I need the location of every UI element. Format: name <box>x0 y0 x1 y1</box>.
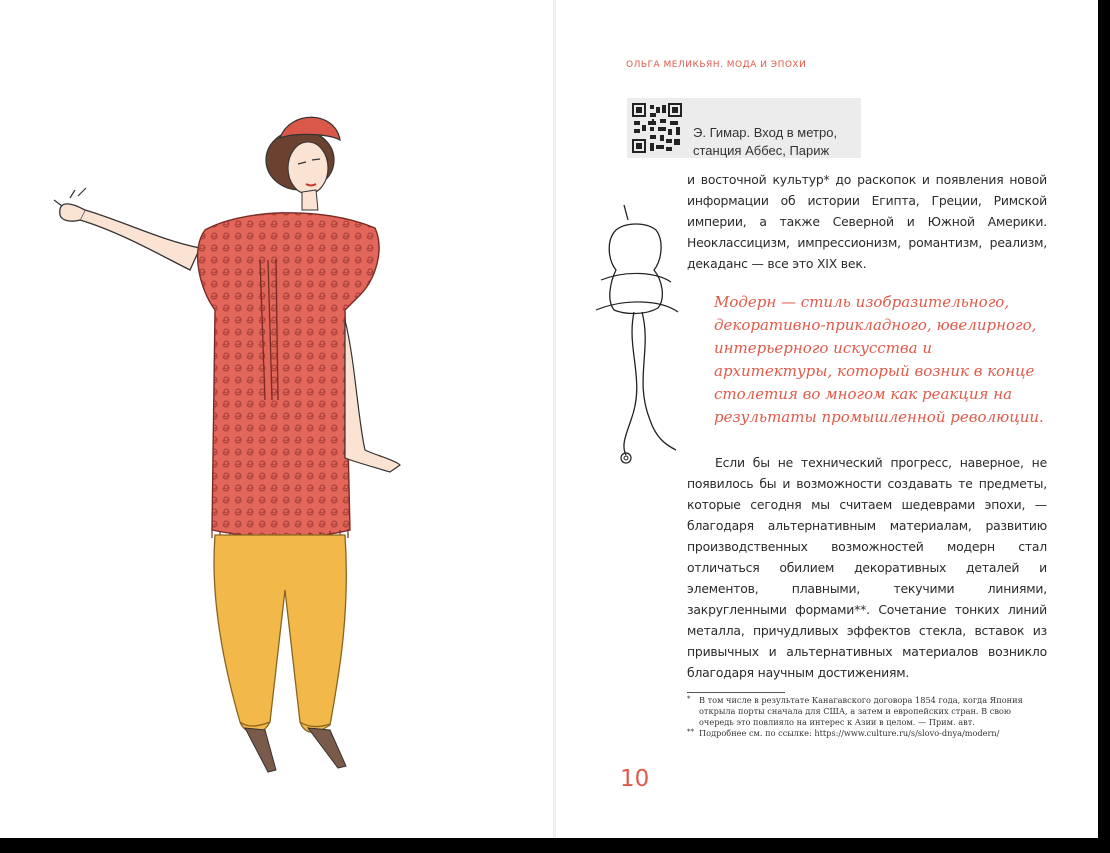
body-paragraph-1 <box>687 169 1047 274</box>
running-head: ОЛЬГА МЕЛИКЬЯН. МОДА И ЭПОХИ <box>626 60 807 70</box>
page-number: 10 <box>620 766 650 792</box>
qr-caption: Э. Гимар. Вход в метро, станция Аббес, Париж <box>693 125 838 158</box>
footnote-2 <box>687 728 1045 739</box>
qr-code-icon[interactable] <box>632 103 682 153</box>
dress-form-sketch <box>586 200 686 470</box>
footnote-mark: ** <box>687 728 694 736</box>
frame-edge-bottom <box>0 838 1110 853</box>
paragraph-text: Если бы не технический прогресс, наверное, не появилось бы и возможности создавать те предметы, которые сегодня мы считаем шедеврами эпохи, — благодаря альтернативным материалам, развитию производственных возможностей модерн стал отличаться обилием декоративных деталей и элементов, плавными, текучими линиями, закругленными формами**. Сочетание тонких линий металла, причудливых эффектов стекла, вставок из привычных и альтернативных материалов возникло благодаря научным достижениям. <box>687 455 1047 680</box>
qr-caption-box <box>627 98 861 158</box>
pull-quote: Модерн — стиль изобразительного, декоративно-прикладного, ювелирного, интерьерного искусства и архитектуры, который возник в конце столетия во многом как реакция на результаты промышленной революции. <box>714 293 1044 426</box>
footnote-text: В том числе в результате Канагавского договора 1854 года, когда Япония открыла порты сначала для США, а затем и европейских стран. В свою очередь это повлияло на интерес к Азии в целом. — Прим. авт. <box>699 695 1023 727</box>
frame-edge-right <box>1098 0 1110 853</box>
footnote-rule <box>687 692 785 693</box>
fashion-illustration <box>40 110 440 780</box>
paragraph-text: и восточной культур* до раскопок и появления новой информации об истории Египта, Греции, Римской империи, а также Северной и Южной Америки. Неоклассицизм, импрессионизм, романтизм, реализм, декаданс — все это XIX век. <box>687 172 1047 271</box>
footnote-mark: * <box>687 695 691 703</box>
footnote-text: Подробнее см. по ссылке: https://www.culture.ru/s/slovo-dnya/modern/ <box>699 728 1000 738</box>
body-paragraph-2 <box>687 452 1047 683</box>
footnote-1 <box>687 695 1045 728</box>
footnotes <box>687 695 1045 739</box>
